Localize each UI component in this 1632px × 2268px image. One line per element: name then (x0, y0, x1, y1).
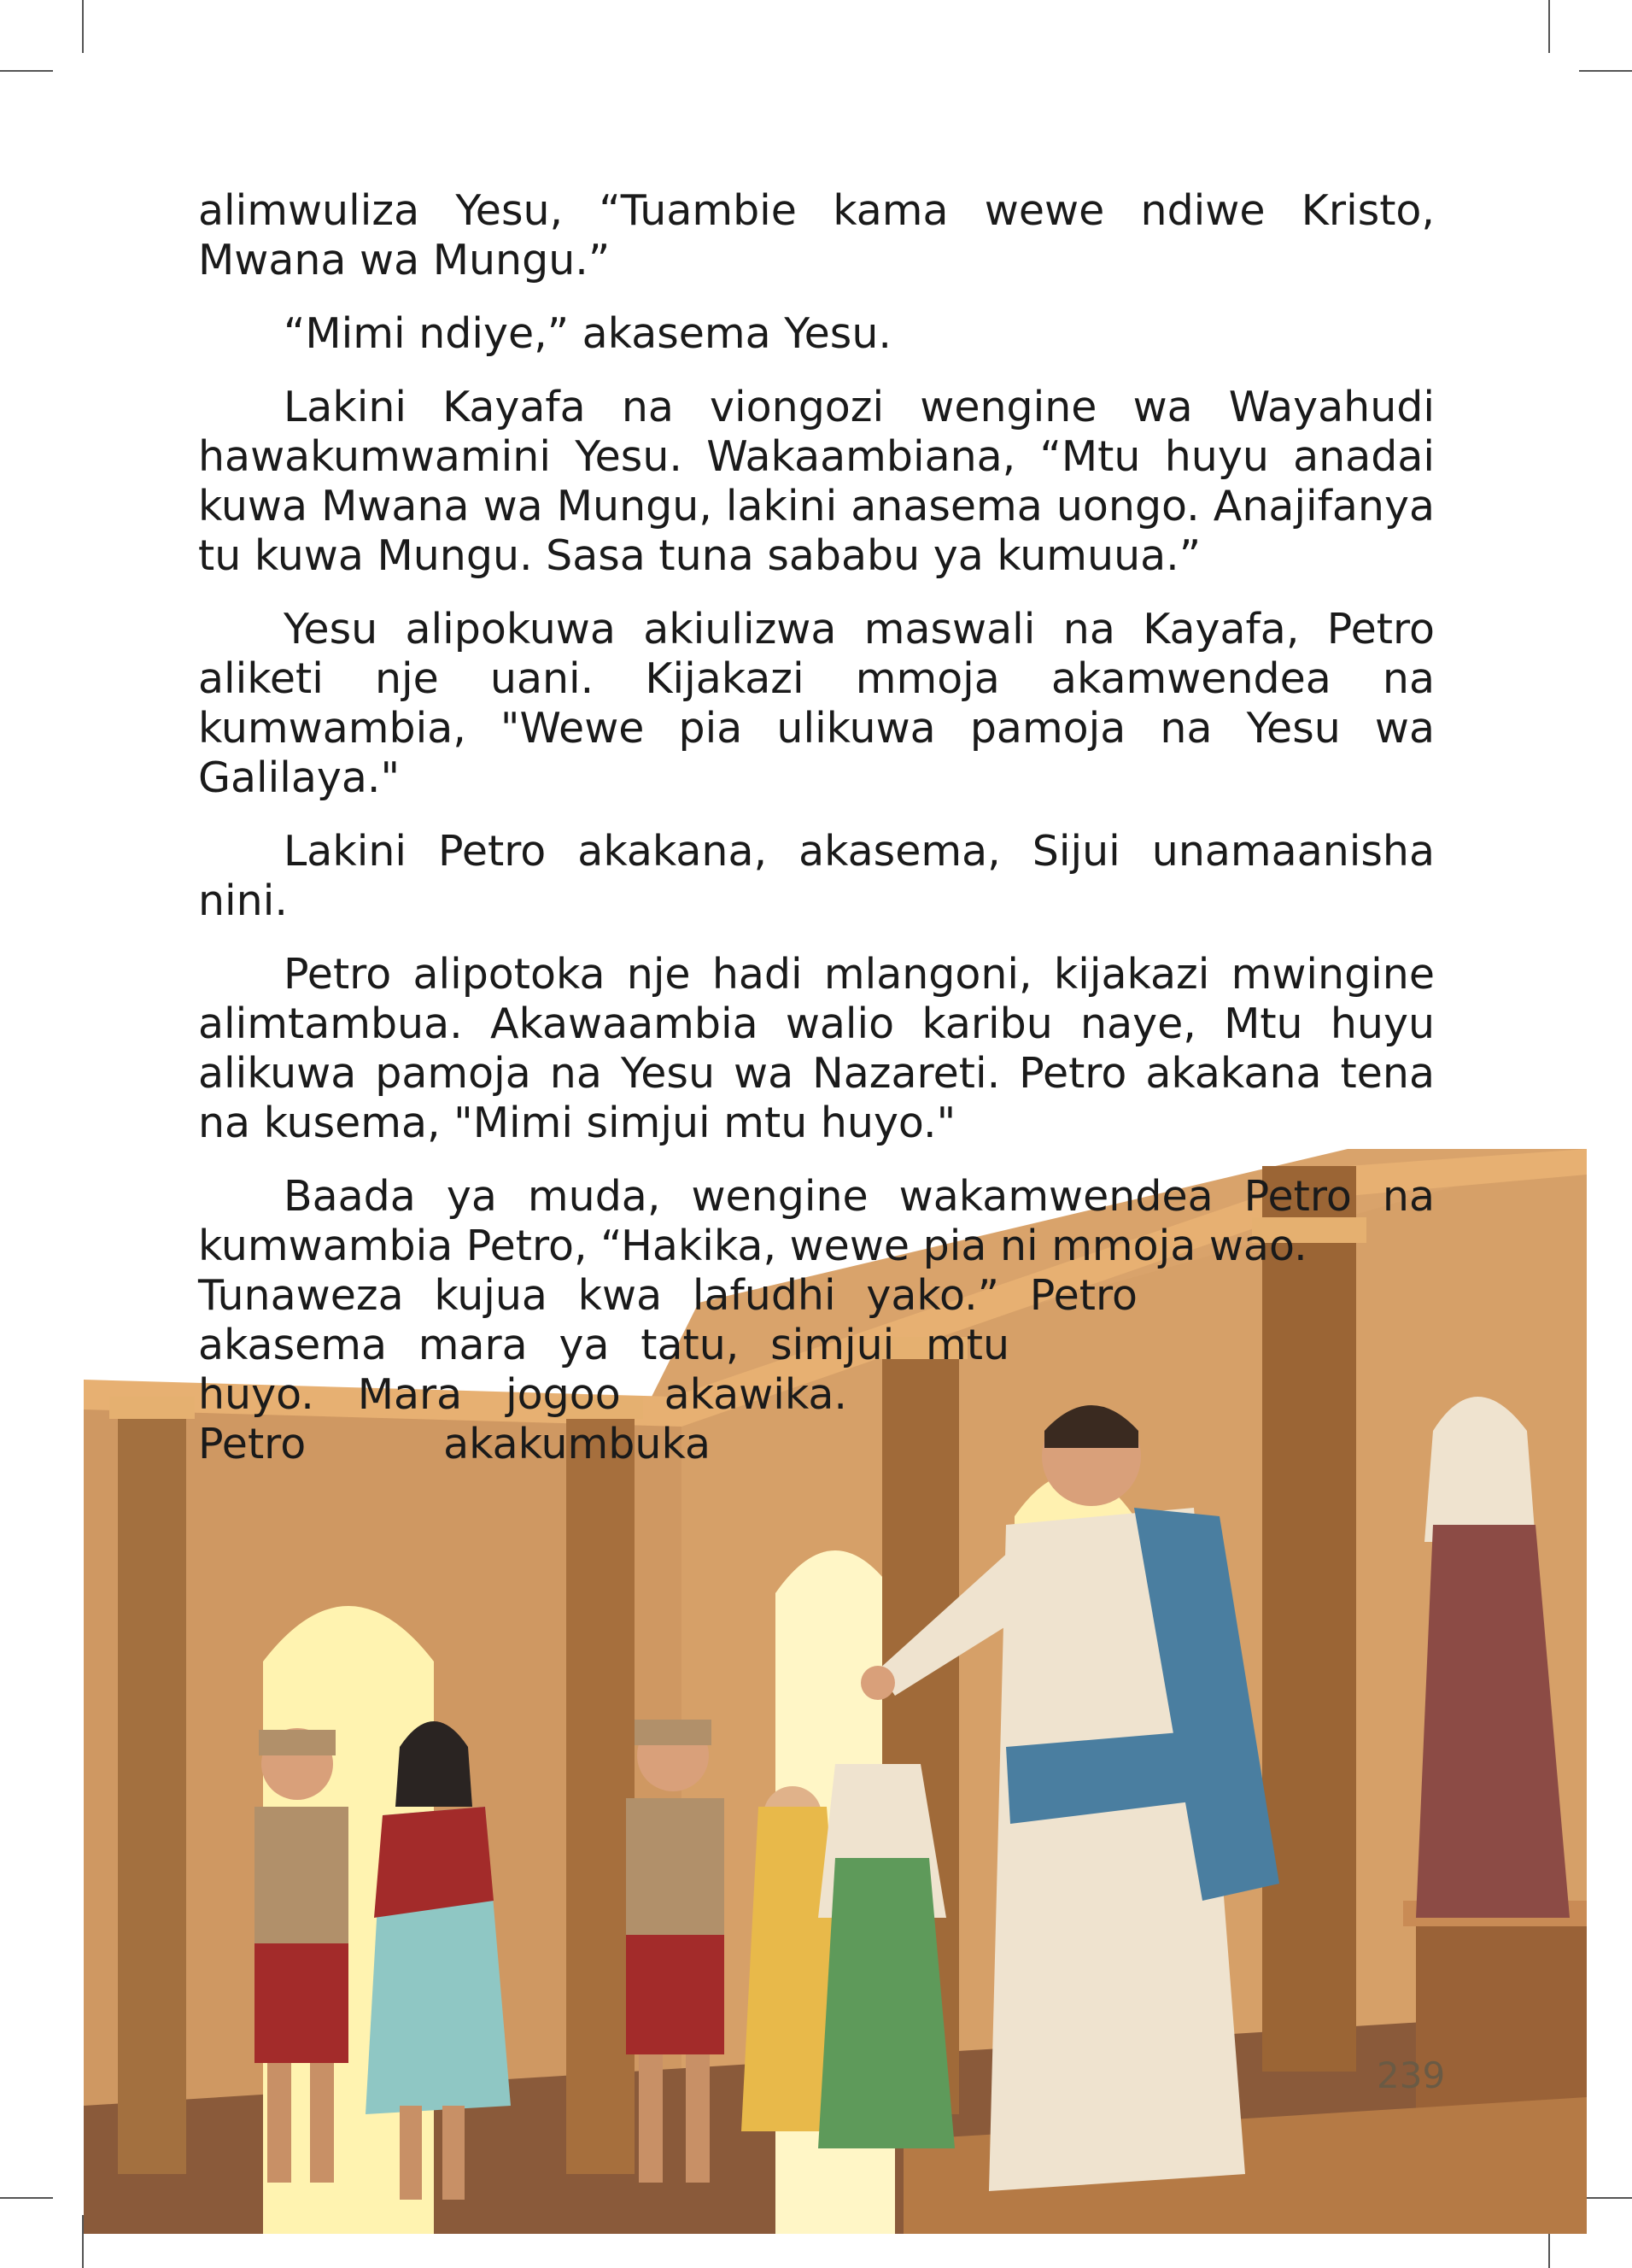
column (109, 1397, 195, 1419)
text-line: akasema mara ya tatu, simjui mtu (198, 1321, 1009, 1369)
column (118, 1405, 186, 2174)
crop-mark (0, 2197, 53, 2199)
text-line: huyo. Mara jogoo akawika. (198, 1370, 847, 1419)
crop-mark (1579, 2197, 1632, 2199)
paragraph: alimwuliza Yesu, “Tuambie kama wewe ndiwe Kristo, Mwana wa Mungu.” (198, 186, 1435, 284)
text-line: Tunaweza kujua kwa lafudhi yako.” Petro (198, 1271, 1138, 1320)
page-number: 239 (1377, 2054, 1446, 2096)
crop-mark (0, 70, 53, 72)
crop-mark (1548, 0, 1550, 53)
paragraph: “Mimi ndiye,” akasema Yesu. (284, 309, 892, 358)
story-text (198, 186, 1435, 1469)
crop-mark (1579, 70, 1632, 72)
crop-mark (82, 0, 84, 53)
paragraph: Petro alipotoka nje hadi mlangoni, kijakazi mwingine alimtambua. Akawaambia walio karibu naye, Mtu huyu alikuwa pamoja na Yesu wa Nazareti. Petro akakana tena na kusema, "Mimi simjui mtu huyo." (198, 950, 1435, 1147)
text-line: Petro akakumbuka (198, 1420, 711, 1468)
paragraph-wrapped (198, 1172, 1435, 1469)
paragraph: Yesu alipokuwa akiulizwa maswali na Kayafa, Petro aliketi nje uani. Kijakazi mmoja akamwendea na kumwambia, "Wewe pia ulikuwa pamoja na Yesu wa Galilaya." (198, 605, 1435, 802)
paragraph: Lakini Petro akakana, akasema, Sijui unamaanisha nini. (198, 827, 1435, 925)
column (566, 1405, 635, 2174)
text-line: Baada ya muda, wengine wakamwendea Petro na kumwambia Petro, “Hakika, wewe pia ni mmoja wao. (198, 1172, 1435, 1270)
paragraph: Lakini Kayafa na viongozi wengine wa Wayahudi hawakumwamini Yesu. Wakaambiana, “Mtu huyu anadai kuwa Mwana wa Mungu, lakini anasema uongo. Anajifanya tu kuwa Mungu. Sasa tuna sababu ya kumuua.” (198, 383, 1435, 580)
